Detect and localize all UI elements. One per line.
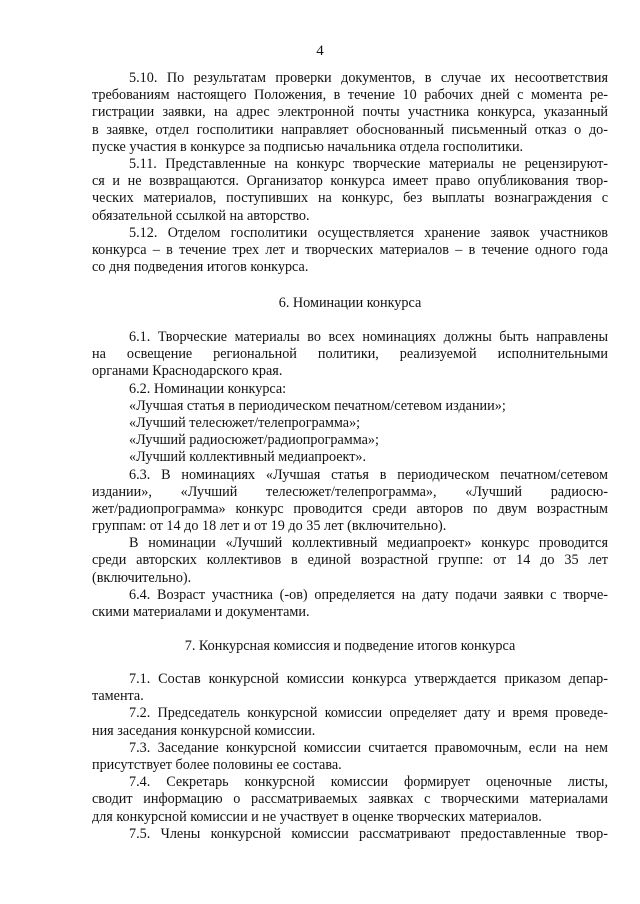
text-line: гистрации заявки, на адрес электронной почты участника конкурса, указанный xyxy=(92,104,608,121)
text-line: ния заседания конкурсной комиссии. xyxy=(92,722,316,739)
paragraph-6-3 xyxy=(92,467,608,536)
text-line: присутствует более половины ее состава. xyxy=(92,756,342,773)
text-line: «Лучший телесюжет/телепрограмма»; xyxy=(129,414,361,431)
section-heading: 7. Конкурсная комиссия и подведение итогов конкурса xyxy=(184,638,516,654)
nomination-item xyxy=(92,398,608,415)
text-line: в заявке, отдел госполитики направляет обоснованный письменный отказ о до- xyxy=(92,121,608,138)
text-line: издании», «Лучший телесюжет/телепрограмма», «Лучший радиосю- xyxy=(92,483,608,500)
text-line: 7.4. Секретарь конкурсной комиссии формирует оценочные листы, xyxy=(129,774,608,791)
section-heading: 6. Номинации конкурса xyxy=(278,295,422,311)
text-line: 7.5. Члены конкурсной комиссии рассматривают предоставленные твор- xyxy=(129,825,608,842)
text-line: скими материалами и документами. xyxy=(92,604,310,620)
paragraph-6-4 xyxy=(92,587,608,621)
text-line: 7.2. Председатель конкурсной комиссии определяет дату и время проведе- xyxy=(129,705,608,722)
text-line: «Лучший радиосюжет/радиопрограмма»; xyxy=(129,432,379,449)
text-line: на освещение региональной политики, реализуемой исполнительными xyxy=(92,346,608,363)
paragraph-7-4 xyxy=(92,774,608,826)
text-line: 6.2. Номинации конкурса: xyxy=(129,380,287,397)
text-line: органами Краснодарского края. xyxy=(92,363,283,380)
text-line: группам: от 14 до 18 лет и от 19 до 35 лет (включительно). xyxy=(92,518,447,535)
text-line: 7.3. Заседание конкурсной комиссии считается правомочным, если на нем xyxy=(129,739,608,756)
text-line: 5.11. Представленные на конкурс творческие материалы не рецензируют- xyxy=(129,155,608,172)
page-number: 4 xyxy=(316,43,324,59)
text-line: жет/радиопрограмма» конкурс проводится среди авторов по двум возрастным xyxy=(92,500,608,517)
text-line: 5.10. По результатам проверки документов, в случае их несоответствия xyxy=(129,70,608,86)
text-line: 6.4. Возраст участника (-ов) определяется на дату подачи заявки с творче- xyxy=(129,586,608,603)
paragraph-5-11 xyxy=(92,156,608,225)
text-line: ся и не возвращаются. Организатор конкурса имеет право опубликования твор- xyxy=(92,173,608,190)
paragraph-5-12 xyxy=(92,225,608,277)
text-line: среди авторских коллективов в единой возрастной группе: от 14 до 35 лет xyxy=(92,552,608,569)
section5-continuation xyxy=(92,70,608,276)
text-line: требованиям настоящего Положения, в течение 10 рабочих дней с момента ре- xyxy=(92,87,608,104)
text-line: ческих материалов, поступивших на конкурс, без выплаты вознаграждения с xyxy=(92,190,608,207)
paragraph-7-5 xyxy=(92,826,608,843)
nomination-item xyxy=(92,432,608,449)
nomination-item xyxy=(92,449,608,466)
paragraph-7-1 xyxy=(92,671,608,705)
section7-body xyxy=(92,671,608,843)
text-line: «Лучший коллективный медиапроект». xyxy=(129,449,367,466)
text-line: для конкурсной комиссии и не участвует в оценке творческих материалов. xyxy=(92,808,542,825)
section6-body xyxy=(92,329,608,621)
text-line: конкурса – в течение трех лет и творческих материалов – в течение одного года xyxy=(92,241,608,258)
text-line: обязательной ссылкой на авторство. xyxy=(92,207,310,224)
paragraph-6-3-collective xyxy=(92,535,608,587)
text-line: 5.12. Отделом госполитики осуществляется хранение заявок участников xyxy=(129,224,608,241)
paragraph-6-2 xyxy=(92,381,608,398)
text-line: пуске участия в конкурсе за подписью начальника отдела госполитики. xyxy=(92,138,524,155)
paragraph-5-10 xyxy=(92,70,608,156)
nomination-item xyxy=(92,415,608,432)
text-line: сводит информацию о рассматриваемых заявках с творческими материалами xyxy=(92,791,608,808)
paragraph-6-1 xyxy=(92,329,608,381)
text-line: со дня подведения итогов конкурса. xyxy=(92,259,309,276)
paragraph-7-3 xyxy=(92,740,608,774)
text-line: 6.1. Творческие материалы во всех номинациях должны быть направлены xyxy=(129,329,608,345)
text-line: «Лучшая статья в периодическом печатном/сетевом издании»; xyxy=(129,397,506,414)
text-line: В номинации «Лучший коллективный медиапроект» конкурс проводится xyxy=(129,535,608,552)
text-line: 6.3. В номинациях «Лучшая статья в периодическом печатном/сетевом xyxy=(129,466,608,483)
text-line: 7.1. Состав конкурсной комиссии конкурса утверждается приказом депар- xyxy=(129,671,608,687)
text-line: тамента. xyxy=(92,688,144,705)
text-line: (включительно). xyxy=(92,569,192,586)
paragraph-7-2 xyxy=(92,705,608,739)
